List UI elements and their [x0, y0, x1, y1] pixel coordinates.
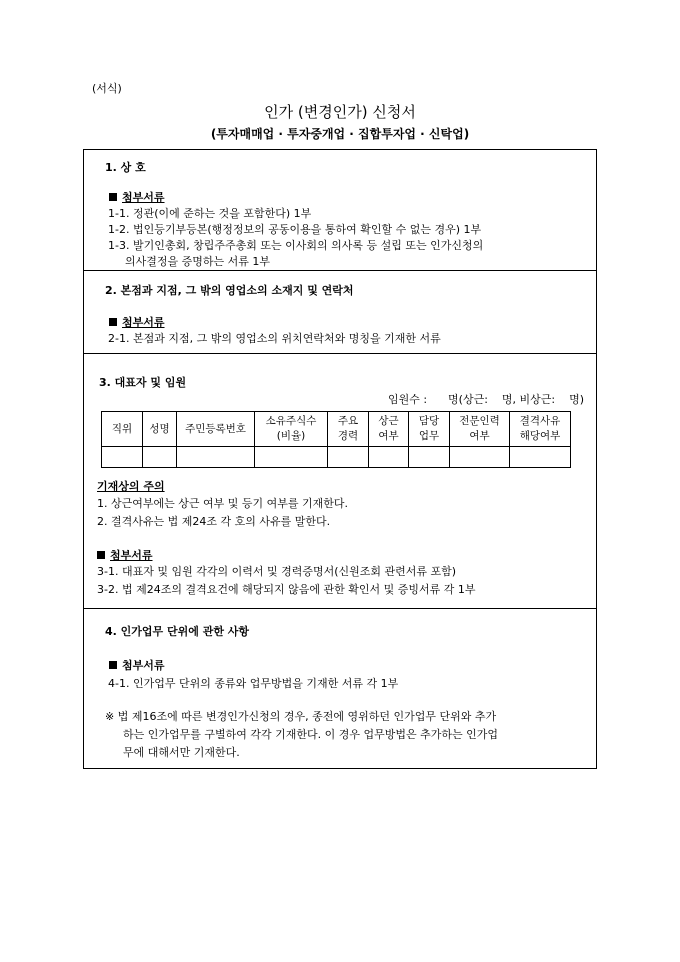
list-item: 3-1. 대표자 및 임원 각각의 이력서 및 경력증명서(신원조회 관련서류 포함)	[97, 565, 457, 578]
list-item: 1-1. 정관(이에 준하는 것을 포함한다) 1부	[108, 207, 312, 220]
section-4-heading: 4. 인가업무 단위에 관한 사항	[105, 625, 250, 638]
list-item: 1-3. 발기인총회, 창립주주총회 또는 이사회의 의사록 등 설립 또는 인가신청의	[108, 239, 484, 252]
section-3	[84, 354, 596, 609]
form-label: (서식)	[92, 82, 122, 95]
table-cell[interactable]	[177, 447, 255, 468]
remark-line: ※ 법 제16조에 따른 변경인가신청의 경우, 종전에 영위하던 인가업무 단위와 추가	[105, 710, 497, 723]
note-item: 1. 상근여부에는 상근 여부 및 등기 여부를 기재한다.	[97, 497, 348, 510]
bullet-square-icon	[109, 318, 117, 326]
section-4	[84, 609, 596, 769]
officer-count-line: 임원수 : 명(상근: 명, 비상근: 명)	[387, 393, 584, 406]
table-cell[interactable]	[409, 447, 450, 468]
table-cell[interactable]	[510, 447, 571, 468]
officer-table	[101, 411, 571, 468]
table-cell[interactable]	[369, 447, 409, 468]
list-item: 4-1. 인가업무 단위의 종류와 업무방법을 기재한 서류 각 1부	[108, 677, 399, 690]
page-subtitle: (투자매매업 · 투자중개업 · 집합투자업 · 신탁업)	[210, 127, 470, 141]
page-title: 인가 (변경인가) 신청서	[264, 103, 416, 121]
bullet-square-icon	[109, 661, 117, 669]
list-item: 의사결정을 증명하는 서류 1부	[125, 255, 270, 268]
table-header-cell: 주민등록번호	[177, 412, 255, 447]
section-3-attach-title: 첨부서류	[97, 547, 153, 563]
table-cell[interactable]	[102, 447, 143, 468]
table-header-cell: 결격사유 해당여부	[510, 412, 571, 447]
table-cell[interactable]	[255, 447, 328, 468]
table-header-row	[102, 412, 571, 447]
section-1-attach-title: 첨부서류	[109, 189, 165, 205]
table-header-cell: 담당 업무	[409, 412, 450, 447]
section-4-attach-title: 첨부서류	[109, 657, 165, 673]
table-cell[interactable]	[328, 447, 369, 468]
table-header-cell: 직위	[102, 412, 143, 447]
table-header-cell: 소유주식수 (비율)	[255, 412, 328, 447]
table-header-cell: 성명	[143, 412, 177, 447]
remark-line: 무에 대해서만 기재한다.	[123, 746, 240, 759]
section-2-attach-title: 첨부서류	[109, 314, 165, 330]
section-1	[84, 150, 596, 271]
table-row	[102, 447, 571, 468]
section-2-heading: 2. 본점과 지점, 그 밖의 영업소의 소재지 및 연락처	[105, 284, 354, 297]
list-item: 3-2. 법 제24조의 결격요건에 해당되지 않음에 관한 확인서 및 증빙서류 각 1부	[97, 583, 476, 596]
notes-title: 기재상의 주의	[97, 480, 165, 493]
list-item: 1-2. 법인등기부등본(행정정보의 공동이용을 통하여 확인할 수 없는 경우) 1부	[108, 223, 482, 236]
section-2	[84, 271, 596, 354]
table-cell[interactable]	[450, 447, 510, 468]
bullet-square-icon	[97, 551, 105, 559]
table-header-cell: 상근 여부	[369, 412, 409, 447]
table-header-cell: 전문인력 여부	[450, 412, 510, 447]
section-3-heading: 3. 대표자 및 임원	[99, 376, 187, 389]
remark-line: 하는 인가업무를 구별하여 각각 기재한다. 이 경우 업무방법은 추가하는 인가업	[123, 728, 498, 741]
section-1-heading: 1. 상 호	[105, 161, 146, 174]
bullet-square-icon	[109, 193, 117, 201]
list-item: 2-1. 본점과 지점, 그 밖의 영업소의 위치연락처와 명칭을 기재한 서류	[108, 332, 441, 345]
note-item: 2. 결격사유는 법 제24조 각 호의 사유를 말한다.	[97, 515, 331, 528]
table-cell[interactable]	[143, 447, 177, 468]
table-header-cell: 주요 경력	[328, 412, 369, 447]
form-box	[83, 149, 597, 769]
